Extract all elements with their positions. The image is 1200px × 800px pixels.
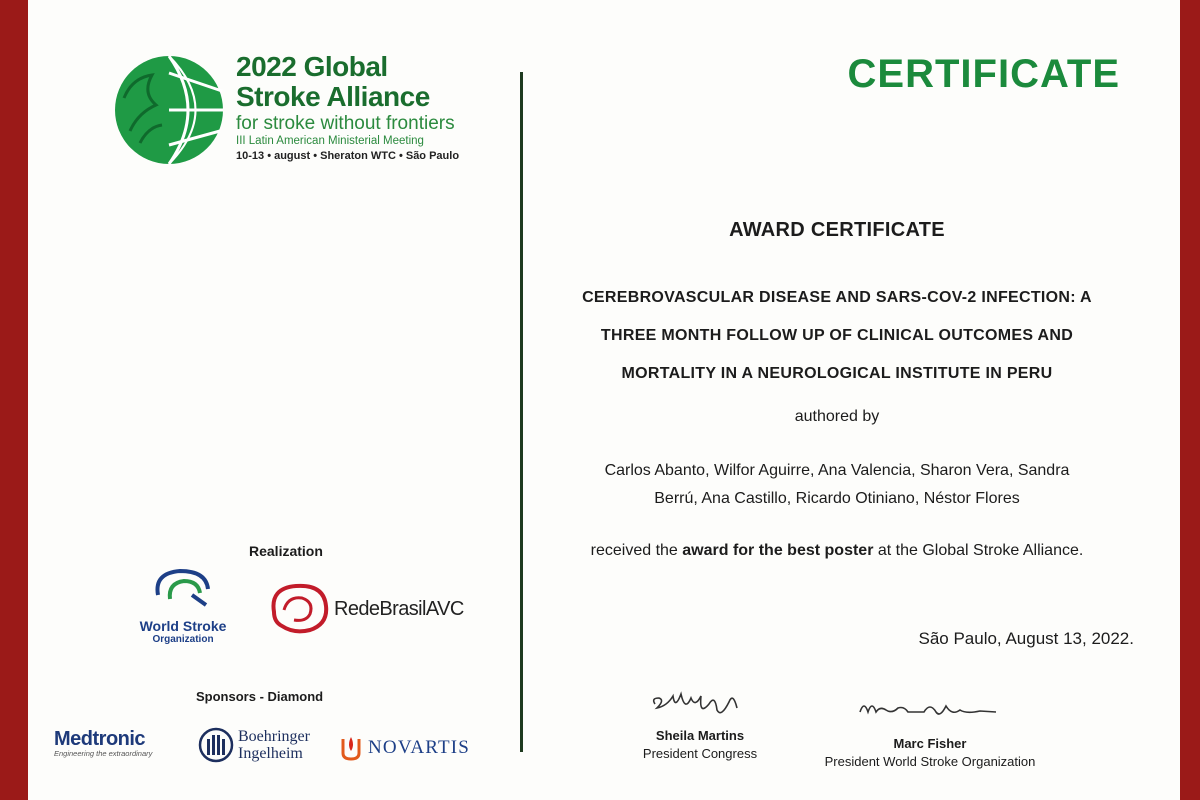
boehringer-name — [238, 728, 310, 762]
novartis-flame-icon — [340, 735, 362, 761]
world-stroke-organization-logo — [118, 565, 248, 646]
signature-block — [800, 690, 1060, 771]
award-statement — [545, 538, 1129, 564]
paper-title-line: CEREBROVASCULAR DISEASE AND SARS-COV-2 INFECTION: A — [582, 289, 1092, 306]
handwritten-signature — [800, 690, 1060, 730]
author-list — [545, 457, 1129, 513]
certificate-heading: CERTIFICATE — [847, 52, 1120, 96]
award-statement-post: at the Global Stroke Alliance. — [873, 542, 1084, 559]
signer-role: President World Stroke Organization — [824, 754, 1036, 769]
medtronic-logo — [54, 728, 152, 758]
logo-tagline: for stroke without frontiers — [236, 113, 455, 134]
award-title: AWARD CERTIFICATE — [729, 219, 945, 241]
realization-label: Realization — [249, 543, 323, 559]
boehringer-line: Ingelheim — [238, 745, 303, 762]
logo-title-line2: Stroke Alliance — [236, 81, 430, 112]
rede-name: RedeBrasilAVC — [334, 597, 464, 620]
world-stroke-organization-icon — [148, 565, 218, 613]
handwritten-signature — [625, 682, 775, 722]
author-list-line: Carlos Abanto, Wilfor Aguirre, Ana Valencia, Sharon Vera, Sandra — [604, 462, 1070, 479]
boehringer-ingelheim-logo — [198, 727, 310, 763]
signature-block — [625, 682, 775, 763]
place-date: São Paulo, August 13, 2022. — [918, 629, 1134, 648]
signer-name: Marc Fisher — [893, 736, 967, 751]
paper-title-line: MORTALITY IN A NEUROLOGICAL INSTITUTE IN PERU — [621, 365, 1053, 382]
author-list-line: Berrú, Ana Castillo, Ricardo Otiniano, Néstor Flores — [654, 490, 1020, 507]
paper-title — [545, 279, 1129, 393]
logo-meeting: III Latin American Ministerial Meeting — [236, 135, 424, 147]
event-logo — [236, 52, 459, 164]
logo-date-place: 10-13 • august • Sheraton WTC • São Paulo — [236, 150, 460, 162]
paper-title-line: THREE MONTH FOLLOW UP OF CLINICAL OUTCOMES AND — [600, 327, 1074, 344]
award-statement-bold: award for the best poster — [682, 542, 874, 559]
signer-role: President Congress — [642, 746, 758, 761]
rede-brain-icon — [266, 580, 330, 638]
vertical-divider — [520, 72, 523, 752]
authored-by: authored by — [794, 408, 880, 425]
award-statement-pre: received the — [590, 542, 683, 559]
logo-title-line1: 2022 Global — [236, 51, 388, 82]
boehringer-building-icon — [198, 727, 234, 763]
rede-brasil-avc-logo — [266, 580, 464, 638]
globe-brain-icon — [112, 53, 226, 167]
boehringer-line: Boehringer — [238, 728, 310, 745]
medtronic-tagline: Engineering the extraordinary — [54, 749, 153, 758]
wso-subtitle: Organization — [152, 634, 214, 645]
novartis-logo — [340, 735, 470, 761]
signer-name: Sheila Martins — [655, 728, 745, 743]
sponsors-label: Sponsors - Diamond — [196, 689, 324, 704]
medtronic-name: Medtronic — [54, 728, 146, 750]
wso-name: World Stroke — [139, 618, 227, 634]
novartis-name: NOVARTIS — [368, 737, 471, 758]
